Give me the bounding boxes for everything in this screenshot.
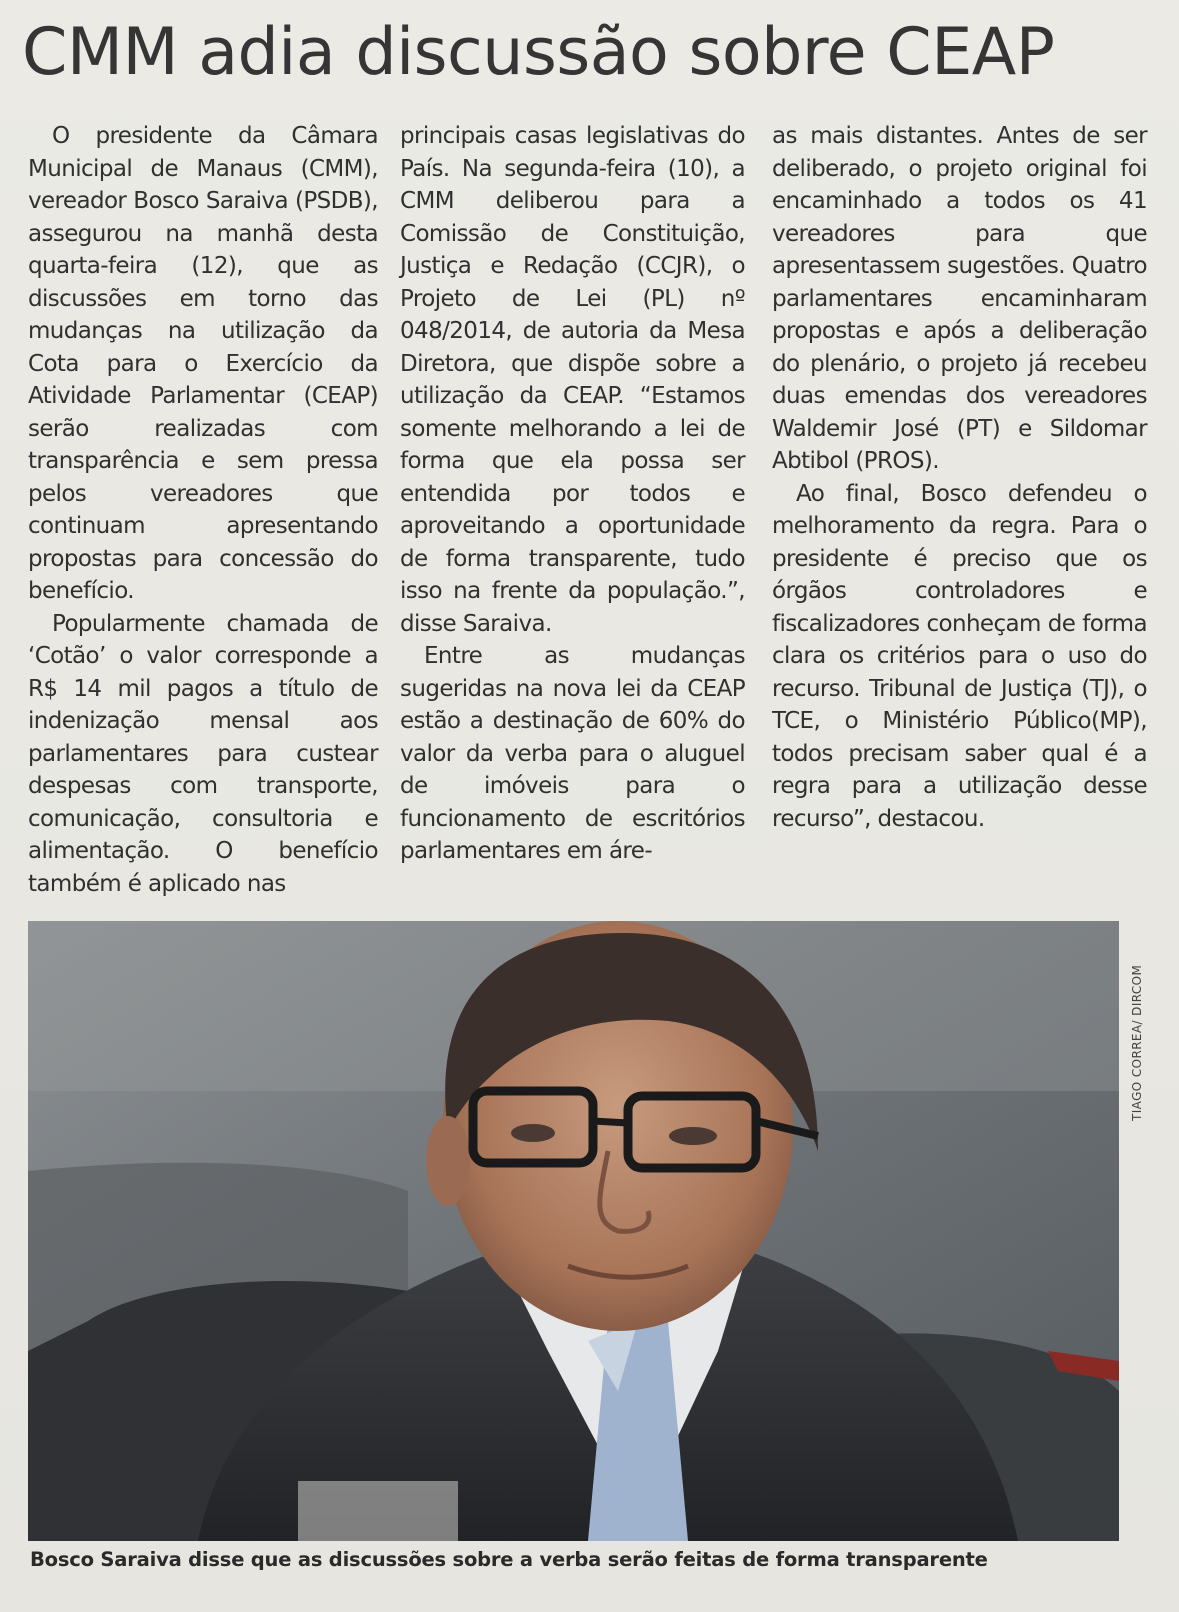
paragraph: as mais distantes. Antes de ser deliberado, o projeto original foi encaminhado a todos os 41 vereadores para que apresentassem sugestões. Quatro parlamentares encaminharam propostas e após a deliberação do plenário, o projeto já recebeu duas emendas dos vereadores Waldemir José (PT) e Sildomar Abtibol (PROS). xyxy=(772,123,1147,474)
paragraph: O presidente da Câmara Municipal de Manaus (CMM), vereador Bosco Saraiva (PSDB), assegurou na manhã desta quarta-feira (12), que as discussões em torno das mudanças na utilização da Cota para o Exercício da Atividade Parlamentar (CEAP) serão realizadas com transparência e sem pressa pelos vereadores que continuam apresentando propostas para concessão do benefício. xyxy=(28,123,378,604)
photo-credit xyxy=(1124,921,1150,1221)
news-photo xyxy=(28,921,1119,1541)
paragraph: Ao final, Bosco defendeu o melhoramento da regra. Para o presidente é preciso que os órgãos controladores e fiscalizadores conheçam de forma clara os critérios para o uso do recurso. Tribunal de Justiça (TJ), o TCE, o Ministério Público(MP), todos precisam saber qual é a regra para a utilização desse recurso”, destacou. xyxy=(772,480,1147,832)
headline: CMM adia discussão sobre CEAP xyxy=(22,15,1055,90)
paragraph: Popularmente chamada de ‘Cotão’ o valor corresponde a R$ 14 mil pagos a título de indenização mensal aos parlamentares para custear despesas com transporte, comunicação, consultoria e alimentação. O benefício também é aplicado nas xyxy=(28,610,378,897)
photo-caption: Bosco Saraiva disse que as discussões sobre a verba serão feitas de forma transparente xyxy=(30,1548,988,1571)
paragraph: Entre as mudanças sugeridas na nova lei da CEAP estão a destinação de 60% do valor da verba para o aluguel de imóveis para o funcionamento de escritórios parlamentares em áre- xyxy=(400,643,745,864)
photo-credit-text: TIAGO CORREA/ DIRCOM xyxy=(1130,964,1144,1121)
paragraph: principais casas legislativas do País. Na segunda-feira (10), a CMM deliberou para a Comissão de Constituição, Justiça e Redação (CCJR), o Projeto de Lei (PL) nº 048/2014, de autoria da Mesa Diretora, que dispõe sobre a utilização da CEAP. “Estamos somente melhorando a lei de forma que ela possa ser entendida por todos e aproveitando a oportunidade de forma transparente, tudo isso na frente da população.”, disse Saraiva. xyxy=(400,123,745,637)
text-column-3 xyxy=(772,120,1147,835)
text-column-1 xyxy=(28,120,378,900)
text-column-2 xyxy=(400,120,745,868)
